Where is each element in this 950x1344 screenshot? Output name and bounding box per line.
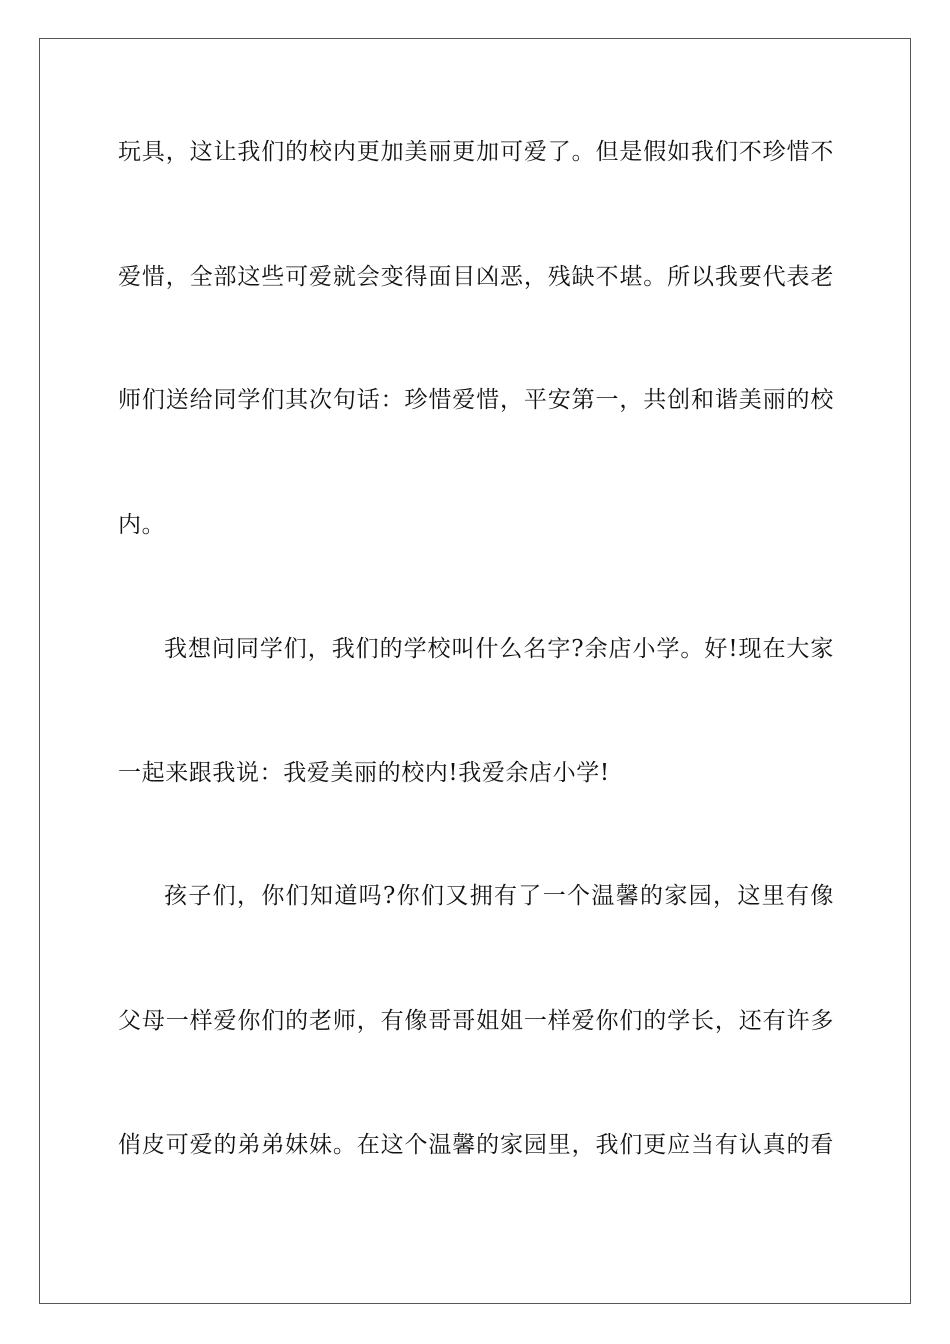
text-line-5: 我想问同学们，我们的学校叫什么名字?余店小学。好!现在大家 bbox=[164, 636, 834, 662]
page-frame bbox=[39, 38, 911, 1304]
text-line-2: 爱惜，全部这些可爱就会变得面目凶恶，残缺不堪。所以我要代表老 bbox=[118, 264, 834, 290]
text-line-6: 一起来跟我说：我爱美丽的校内!我爱余店小学! bbox=[118, 760, 610, 786]
text-line-7: 孩子们，你们知道吗?你们又拥有了一个温馨的家园，这里有像 bbox=[164, 883, 834, 909]
text-line-4: 内。 bbox=[118, 512, 166, 538]
text-line-8: 父母一样爱你们的老师，有像哥哥姐姐一样爱你们的学长，还有许多 bbox=[118, 1008, 834, 1034]
text-line-9: 俏皮可爱的弟弟妹妹。在这个温馨的家园里，我们更应当有认真的看 bbox=[118, 1132, 834, 1158]
text-line-1: 玩具，这让我们的校内更加美丽更加可爱了。但是假如我们不珍惜不 bbox=[118, 139, 834, 165]
text-line-3: 师们送给同学们其次句话：珍惜爱惜，平安第一，共创和谐美丽的校 bbox=[118, 387, 834, 413]
